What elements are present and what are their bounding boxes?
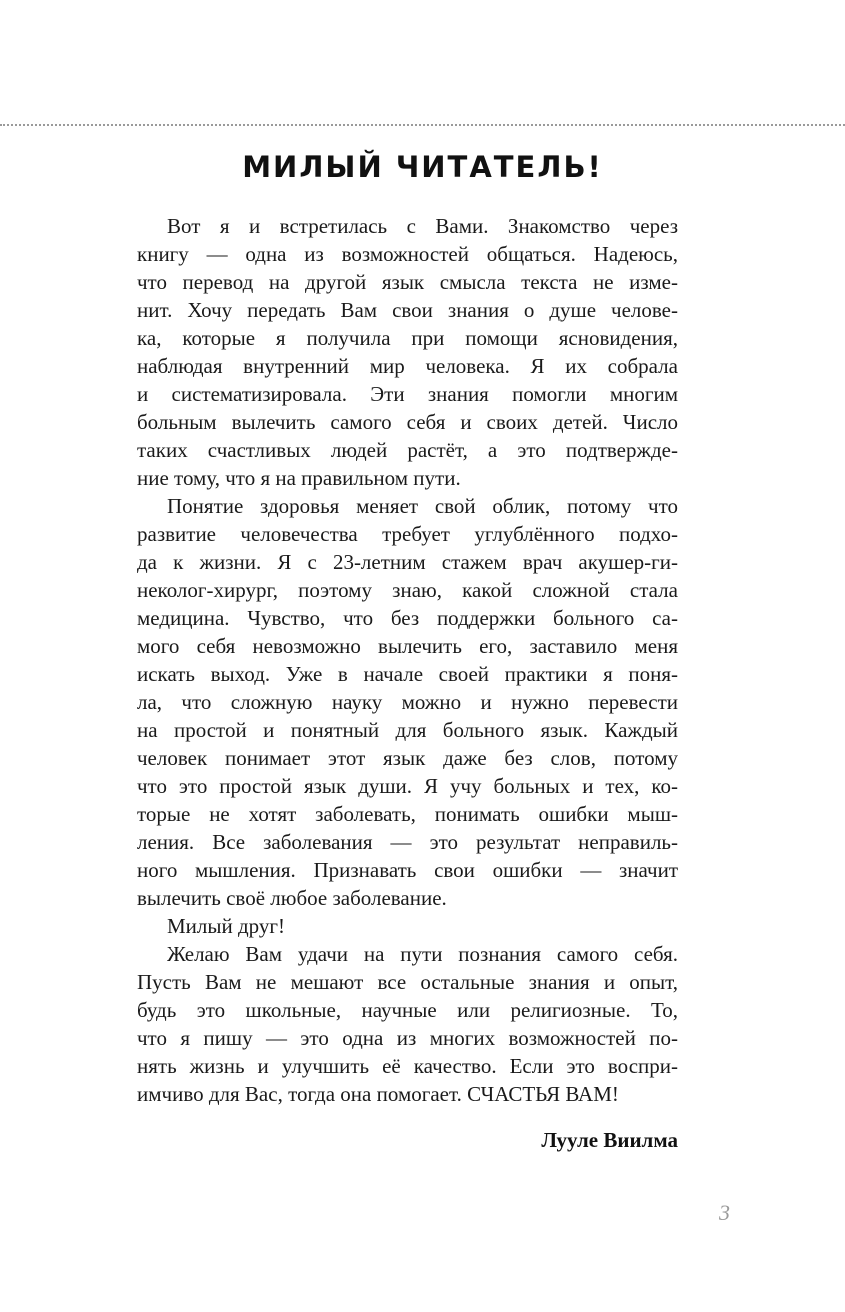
- text-line: что перевод на другой язык смысла текста не изме-: [137, 270, 678, 294]
- text-line: да к жизни. Я с 23-летним стажем врач акушер-ги-: [137, 550, 678, 574]
- paragraph: [137, 492, 678, 912]
- text-line: Вот я и встретилась с Вами. Знакомство через: [167, 214, 678, 238]
- text-line: ние тому, что я на правильном пути.: [137, 466, 461, 490]
- body-text: [137, 212, 678, 1108]
- text-line: медицина. Чувство, что без поддержки больного са-: [137, 606, 678, 630]
- text-line: таких счастливых людей растёт, а это подтвержде-: [137, 438, 678, 462]
- text-line: будь это школьные, научные или религиозные. То,: [137, 998, 678, 1022]
- text-line: ла, что сложную науку можно и нужно перевести: [137, 690, 678, 714]
- paragraph: [137, 940, 678, 1108]
- text-line: ка, которые я получила при помощи ясновидения,: [137, 326, 678, 350]
- dotted-divider: [0, 124, 845, 126]
- text-line: нять жизнь и улучшить её качество. Если это воспри-: [137, 1054, 678, 1078]
- text-line: что это простой язык души. Я учу больных и тех, ко-: [137, 774, 678, 798]
- text-line: Милый друг!: [167, 914, 286, 938]
- text-line: развитие человечества требует углублённого подхо-: [137, 522, 678, 546]
- text-line: человек понимает этот язык даже без слов, потому: [137, 746, 678, 770]
- text-line: мого себя невозможно вылечить его, заставило меня: [137, 634, 678, 658]
- text-line: Желаю Вам удачи на пути познания самого себя.: [167, 942, 678, 966]
- text-line: вылечить своё любое заболевание.: [137, 886, 447, 910]
- text-line: ления. Все заболевания — это результат неправиль-: [137, 830, 678, 854]
- text-line: на простой и понятный для больного язык. Каждый: [137, 718, 678, 742]
- text-line: больным вылечить самого себя и своих детей. Число: [137, 410, 678, 434]
- paragraph: [137, 912, 678, 940]
- text-line: торые не хотят заболевать, понимать ошибки мыш-: [137, 802, 678, 826]
- author-signature: Лууле Виилма: [541, 1128, 678, 1152]
- text-line: искать выход. Уже в начале своей практики я поня-: [137, 662, 678, 686]
- text-line: ного мышления. Признавать свои ошибки — значит: [137, 858, 678, 882]
- paragraph: [137, 212, 678, 492]
- page-title: МИЛЫЙ ЧИТАТЕЛЬ!: [242, 150, 603, 184]
- text-line: и систематизировала. Эти знания помогли многим: [137, 382, 678, 406]
- text-line: книгу — одна из возможностей общаться. Надеюсь,: [137, 242, 678, 266]
- text-line: что я пишу — это одна из многих возможностей по-: [137, 1026, 678, 1050]
- text-line: имчиво для Вас, тогда она помогает. СЧАСТЬЯ ВАМ!: [137, 1082, 619, 1106]
- page-number: 3: [719, 1200, 730, 1225]
- text-line: наблюдая внутренний мир человека. Я их собрала: [137, 354, 678, 378]
- text-line: Понятие здоровья меняет свой облик, потому что: [167, 494, 678, 518]
- text-line: Пусть Вам не мешают все остальные знания и опыт,: [137, 970, 678, 994]
- text-line: нит. Хочу передать Вам свои знания о душе челове-: [137, 298, 678, 322]
- text-line: неколог-хирург, поэтому знаю, какой сложной стала: [137, 578, 678, 602]
